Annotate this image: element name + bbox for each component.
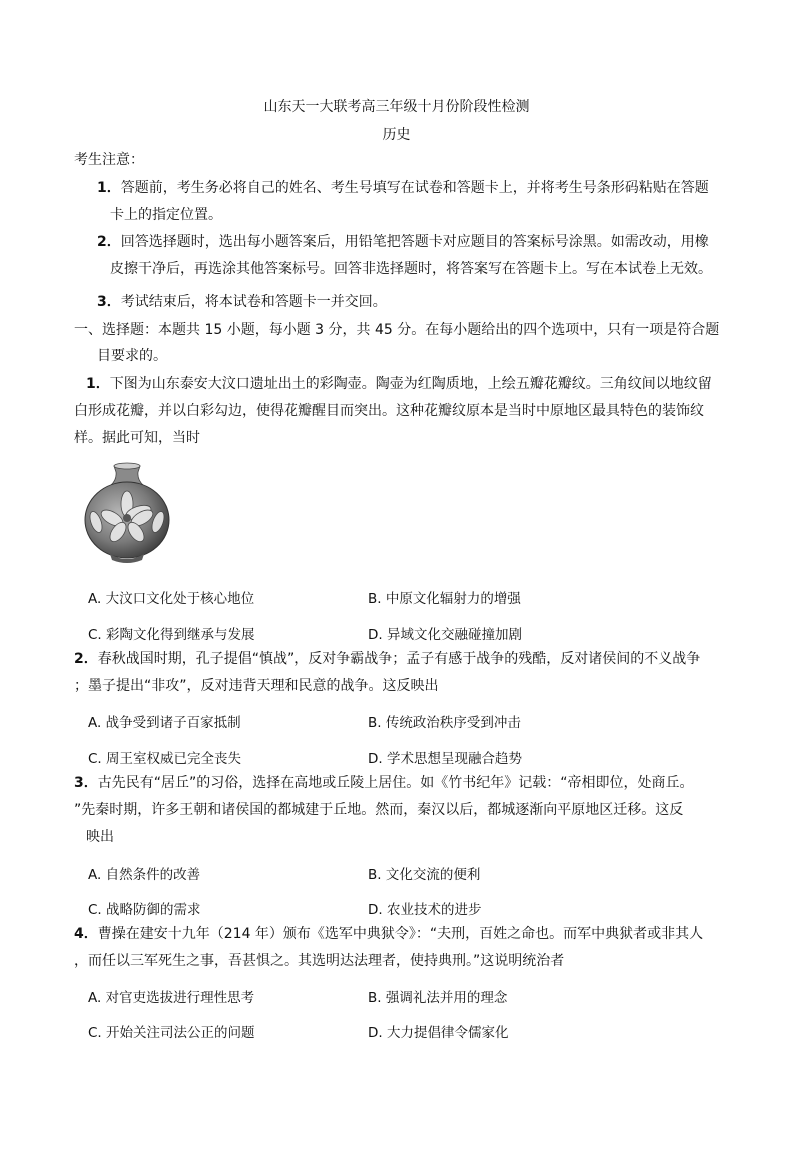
q1-option-b: B. 中原文化辐射力的增强 <box>368 591 521 607</box>
section-heading-line2: 目要求的。 <box>97 348 167 364</box>
q2-option-a: A. 战争受到诸子百家抵制 <box>88 715 241 731</box>
notice-item-1-line2: 卡上的指定位置。 <box>110 207 222 223</box>
q3-option-b: B. 文化交流的便利 <box>368 867 481 883</box>
question-4-line1: 4．曹操在建安十九年（214 年）颁布《选军中典狱令》：“夫刑，百姓之命也。而军中典狱者或非其人 <box>74 926 704 942</box>
section-heading-line1: 一、选择题：本题共 15 小题，每小题 3 分，共 45 分。在每小题给出的四个选项中，只有一项是符合题 <box>74 322 720 338</box>
notice-item-2-line1: 2．回答选择题时，选出每小题答案后，用铅笔把答题卡对应题目的答案标号涂黑。如需改动，用橡 <box>97 234 709 250</box>
q3-option-a: A. 自然条件的改善 <box>88 867 201 883</box>
q2-option-b: B. 传统政治秩序受到冲击 <box>368 715 521 731</box>
notice-heading: 考生注意： <box>74 152 144 168</box>
question-3-line3: 映出 <box>86 829 114 845</box>
q4-option-a: A. 对官吏选拔进行理性思考 <box>88 990 255 1006</box>
q4-option-c: C. 开始关注司法公正的问题 <box>88 1025 255 1041</box>
question-3-line1: 3．古先民有“居丘”的习俗，选择在高地或丘陵上居住。如《竹书纪年》记载：“帝相即位，处商丘。 <box>74 775 694 791</box>
q1-option-c: C. 彩陶文化得到继承与发展 <box>88 627 255 643</box>
notice-item-1-line1: 1．答题前，考生务必将自己的姓名、考生号填写在试卷和答题卡上，并将考生号条形码粘贴在答题 <box>97 180 709 196</box>
notice-item-3: 3．考试结束后，将本试卷和答题卡一并交回。 <box>97 294 387 310</box>
question-2-line1: 2．春秋战国时期，孔子提倡“慎战”，反对争霸战争；孟子有感于战争的残酷，反对诸侯间的不义战争 <box>74 651 701 667</box>
subject-title: 历史 <box>382 127 411 143</box>
question-2-line2: ；墨子提出“非攻”，反对违背天理和民意的战争。这反映出 <box>74 678 439 694</box>
q1-option-a: A. 大汶口文化处于核心地位 <box>88 591 255 607</box>
notice-item-2-line2: 皮擦干净后，再选涂其他答案标号。回答非选择题时，将答案写在答题卡上。写在本试卷上无效。 <box>110 261 712 277</box>
pottery-jar-icon <box>82 460 172 570</box>
question-1-line3: 样。据此可知，当时 <box>74 430 200 446</box>
question-4-line2: ，而任以三军死生之事，吾甚惧之。其选明达法理者，使持典刑。”这说明统治者 <box>74 953 565 969</box>
question-1-line2: 白形成花瓣，并以白彩勾边，使得花瓣醒目而突出。这种花瓣纹原本是当时中原地区最具特色的装饰纹 <box>74 403 704 419</box>
q3-option-d: D. 农业技术的进步 <box>368 902 482 918</box>
question-3-line2: ”先秦时期，许多王朝和诸侯国的都城建于丘地。然而，秦汉以后，都城逐渐向平原地区迁移。这反 <box>74 802 684 818</box>
q1-option-d: D. 异域文化交融碰撞加剧 <box>368 627 522 643</box>
q2-option-c: C. 周王室权威已完全丧失 <box>88 751 242 767</box>
q3-option-c: C. 战略防御的需求 <box>88 902 201 918</box>
q4-option-d: D. 大力提倡律令儒家化 <box>368 1025 509 1041</box>
q4-option-b: B. 强调礼法并用的理念 <box>368 990 508 1006</box>
painted-pottery-jar-image <box>82 460 172 570</box>
q2-option-d: D. 学术思想呈现融合趋势 <box>368 751 522 767</box>
exam-title: 山东天一大联考高三年级十月份阶段性检测 <box>263 99 530 115</box>
question-1-line1: 1．下图为山东泰安大汶口遗址出土的彩陶壶。陶壶为红陶质地，上绘五瓣花瓣纹。三角纹间以地纹留 <box>86 376 712 392</box>
